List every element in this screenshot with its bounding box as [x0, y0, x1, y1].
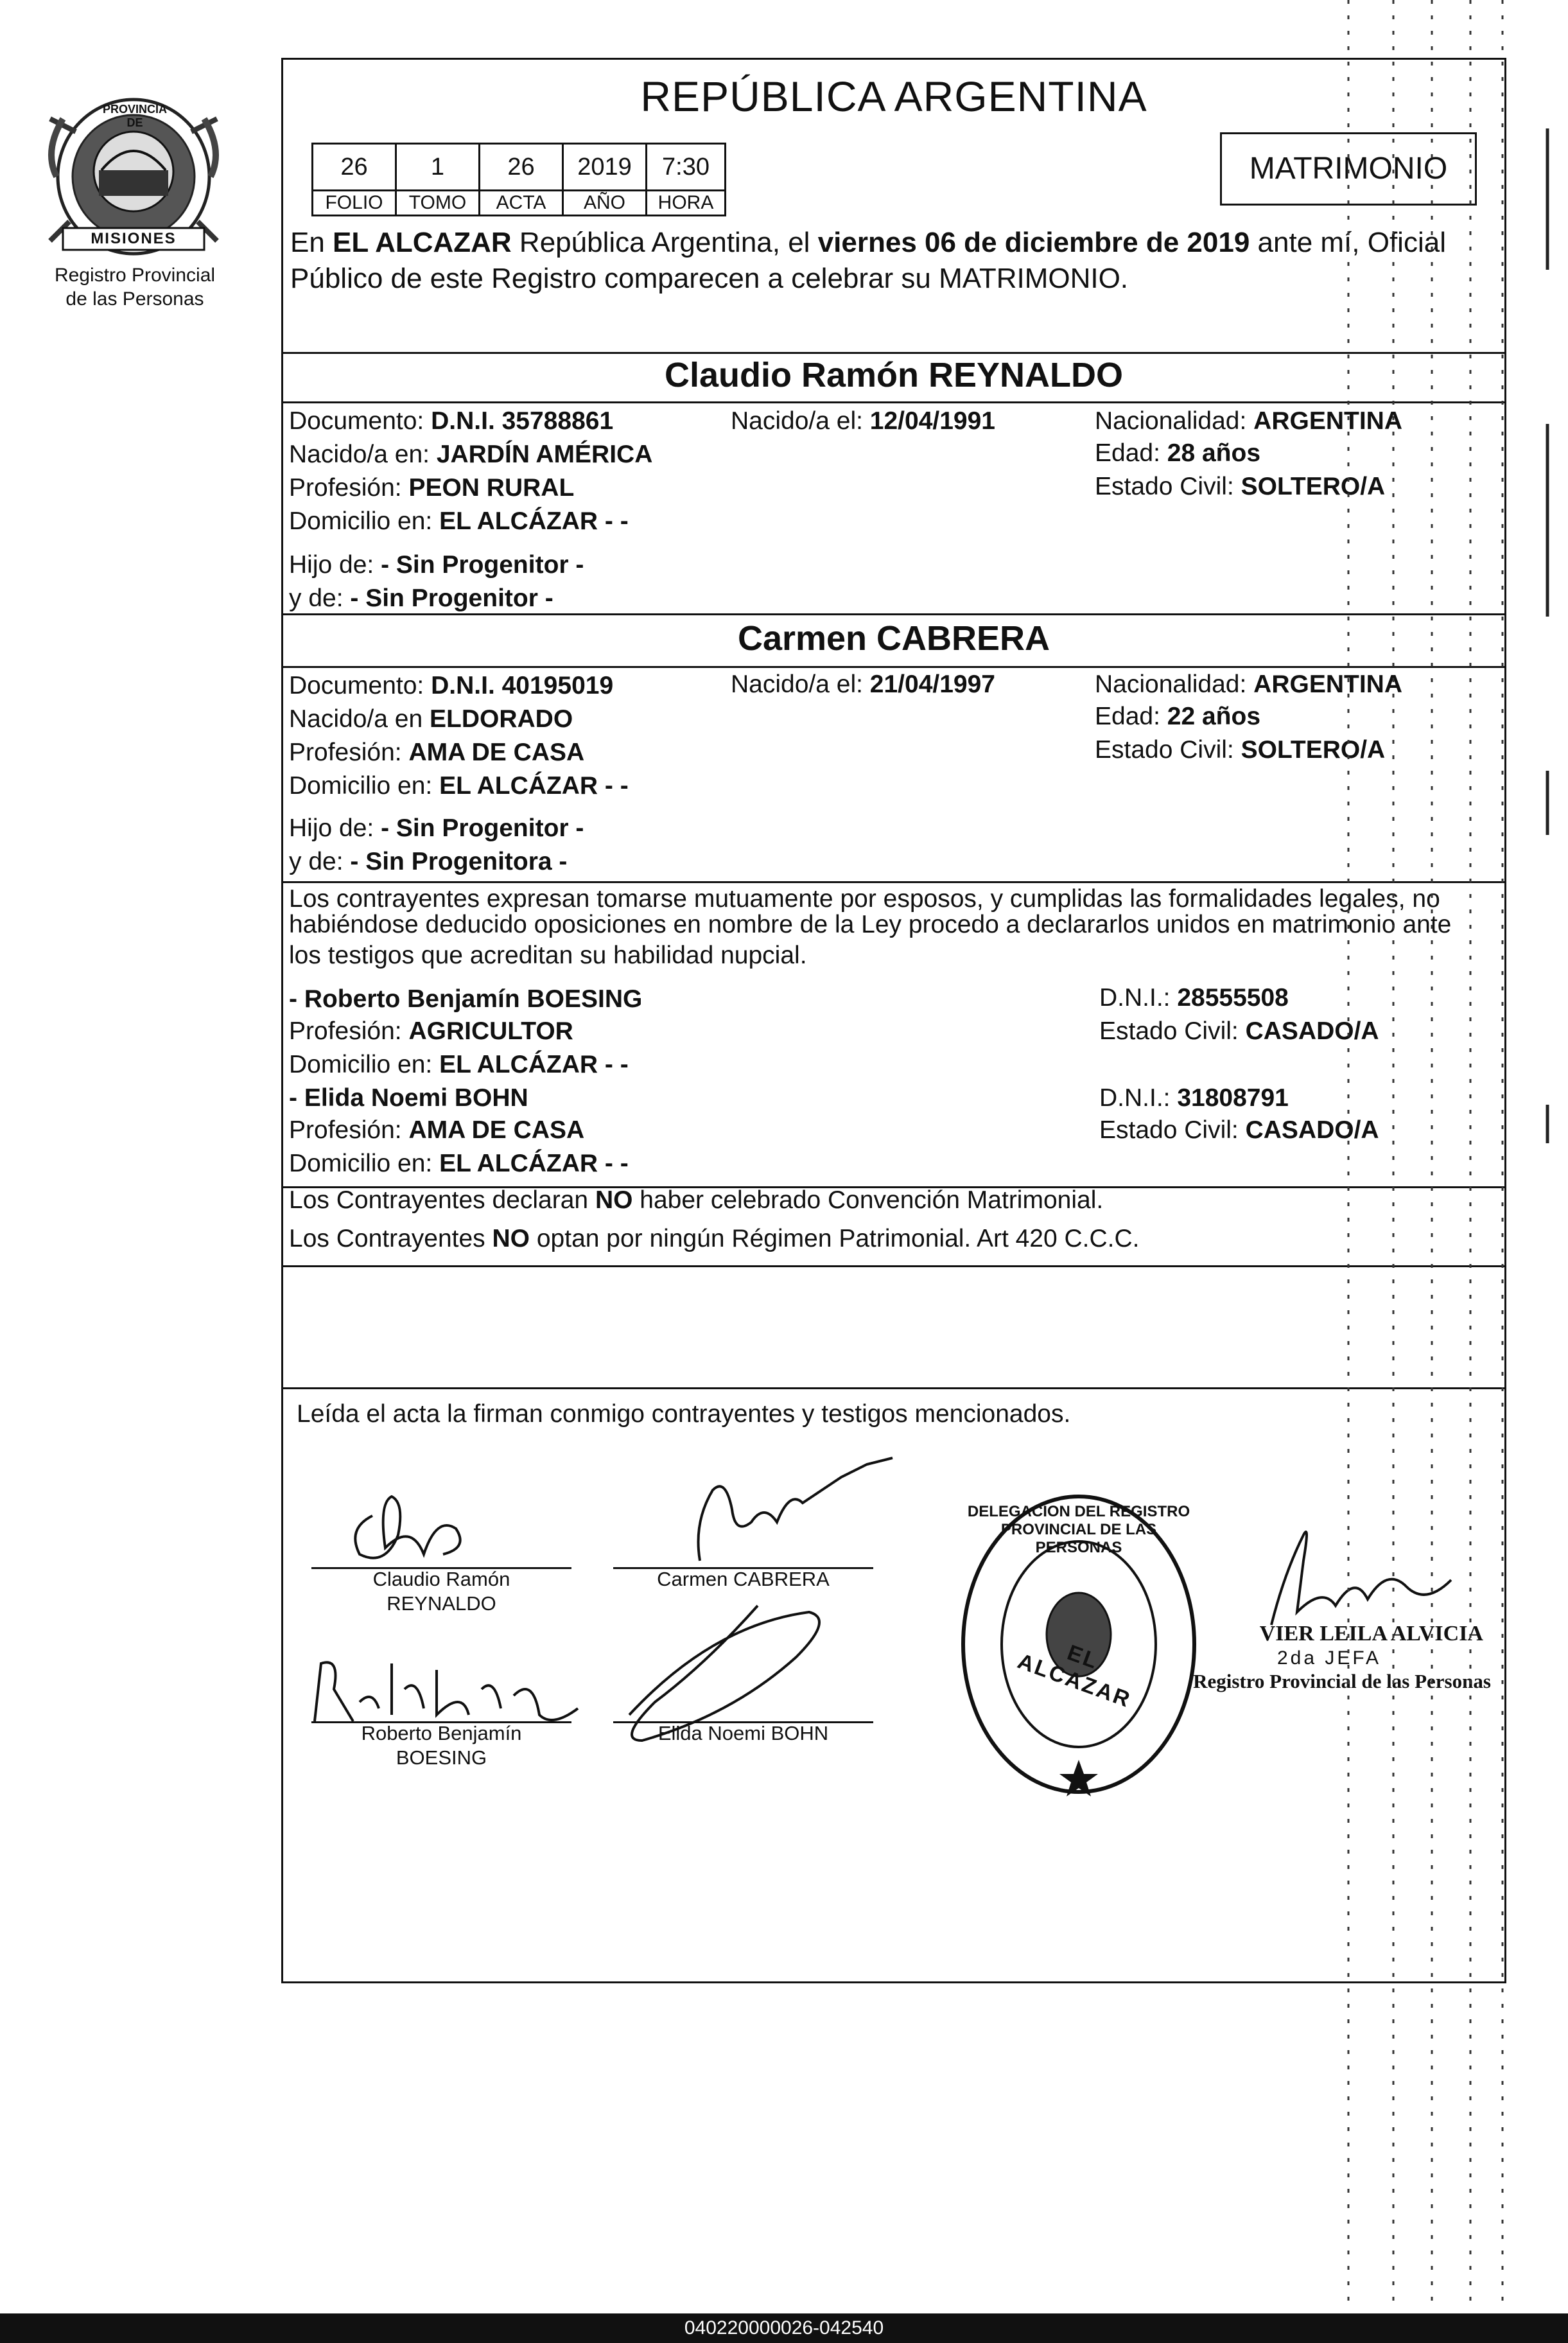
convencion-line1: Los Contrayentes declaran NO haber celebrado Convención Matrimonial. — [289, 1186, 1104, 1214]
c2-edad: Edad: 22 años — [1095, 703, 1261, 730]
signature-claudio — [334, 1477, 501, 1574]
c2-profesion: Profesión: AMA DE CASA — [289, 739, 585, 766]
convencion-line2: Los Contrayentes NO optan por ningún Régimen Patrimonial. Art 420 C.C.C. — [289, 1225, 1140, 1252]
registry-table — [311, 143, 726, 216]
c1-documento: Documento: D.N.I. 35788861 — [289, 407, 614, 435]
signature-label-carmen: Carmen CABRERA — [657, 1568, 830, 1590]
c1-hijo-de: Hijo de: - Sin Progenitor - — [289, 551, 584, 579]
c1-y-de: y de: - Sin Progenitor - — [289, 584, 553, 612]
document-title: REPÚBLICA ARGENTINA — [640, 73, 1147, 120]
declaracion-line1: Los contrayentes expresan tomarse mutuamente por esposos, y cumplidas las formalidades legales, no — [289, 885, 1440, 913]
stamp-ring-text: DELEGACION DEL REGISTRO PROVINCIAL DE LAS PERSONAS — [967, 1503, 1190, 1556]
tomo-value: 1 — [396, 144, 480, 191]
intro-p3: ante mí, Oficial — [1250, 227, 1446, 258]
testigo1-estado-civil: Estado Civil: CASADO/A — [1099, 1017, 1379, 1045]
c2-y-de: y de: - Sin Progenitora - — [289, 848, 568, 875]
c1-nacido-el: Nacido/a el: 12/04/1991 — [731, 407, 995, 435]
footer-code: 040220000026-042540 — [684, 2317, 884, 2339]
intro-p2: República Argentina, el — [511, 227, 818, 258]
act-type-box: MATRIMONIO — [1220, 132, 1477, 206]
logo-text-bottom: MISIONES — [91, 230, 177, 247]
intro-date: viernes 06 de diciembre de 2019 — [817, 227, 1250, 258]
testigo2-domicilio: Domicilio en: EL ALCÁZAR - - — [289, 1150, 629, 1177]
intro-place: EL ALCAZAR — [333, 227, 512, 258]
registry-caption-line2: de las Personas — [65, 288, 204, 310]
signature-label-claudio: Claudio Ramón REYNALDO — [372, 1568, 510, 1615]
c1-domicilio: Domicilio en: EL ALCÁZAR - - — [289, 507, 629, 535]
testigo1-dni: D.N.I.: 28555508 — [1099, 984, 1289, 1012]
stamp-center-text: EL ALCAZAR — [1014, 1640, 1135, 1713]
testigo2-dni: D.N.I.: 31808791 — [1099, 1084, 1289, 1112]
anio-label: AÑO — [563, 191, 647, 216]
anio-value: 2019 — [563, 144, 647, 191]
folio-value: 26 — [313, 144, 396, 191]
intro-p1: En — [290, 227, 333, 258]
logo-text-top: PROVINCIA DE — [102, 103, 167, 129]
testigo2-name: - Elida Noemi BOHN — [289, 1084, 528, 1112]
oficial-name: VIER LEILA ALVICIA — [1259, 1622, 1483, 1645]
signature-label-elida: Elida Noemi BOHN — [658, 1722, 829, 1744]
c2-nacido-el: Nacido/a el: 21/04/1997 — [731, 671, 995, 698]
folio-label: FOLIO — [313, 191, 396, 216]
c2-documento: Documento: D.N.I. 40195019 — [289, 672, 614, 699]
registry-caption-line1: Registro Provincial — [54, 265, 216, 286]
c1-estado-civil: Estado Civil: SOLTERO/A — [1095, 473, 1386, 500]
declaracion-line2: habiéndose deducido oposiciones en nombre de la Ley procedo a declararlos unidos en matrimonio ante — [289, 911, 1452, 938]
c2-hijo-de: Hijo de: - Sin Progenitor - — [289, 814, 584, 842]
registry-caption — [26, 263, 244, 311]
hora-label: HORA — [647, 191, 726, 216]
c1-edad: Edad: 28 años — [1095, 439, 1261, 467]
c1-profesion: Profesión: PEON RURAL — [289, 474, 575, 502]
c2-nacido-en: Nacido/a en ELDORADO — [289, 705, 573, 733]
testigo1-domicilio: Domicilio en: EL ALCÁZAR - - — [289, 1051, 629, 1078]
testigo1-name: - Roberto Benjamín BOESING — [289, 985, 643, 1013]
contrayente1-name: Claudio Ramón REYNALDO — [664, 356, 1124, 394]
signature-label-roberto: Roberto Benjamín BOESING — [361, 1722, 522, 1769]
testigo2-profesion: Profesión: AMA DE CASA — [289, 1116, 585, 1144]
tomo-label: TOMO — [396, 191, 480, 216]
oficial-org: Registro Provincial de las Personas — [1193, 1670, 1491, 1692]
signature-elida — [616, 1586, 848, 1779]
c2-domicilio: Domicilio en: EL ALCÁZAR - - — [289, 772, 629, 800]
signature-carmen — [674, 1452, 918, 1574]
contrayente2-name: Carmen CABRERA — [737, 619, 1050, 658]
c1-nacido-en: Nacido/a en: JARDÍN AMÉRICA — [289, 441, 653, 468]
cierre-text: Leída el acta la firman conmigo contrayentes y testigos mencionados. — [297, 1400, 1071, 1428]
c2-nacionalidad: Nacionalidad: ARGENTINA — [1095, 671, 1403, 698]
oficial-role: 2da JEFA — [1276, 1647, 1382, 1669]
hora-value: 7:30 — [647, 144, 726, 191]
acta-label: ACTA — [480, 191, 563, 216]
testigo1-profesion: Profesión: AGRICULTOR — [289, 1017, 573, 1045]
c1-nacionalidad: Nacionalidad: ARGENTINA — [1095, 407, 1403, 435]
c2-estado-civil: Estado Civil: SOLTERO/A — [1095, 736, 1386, 764]
intro-line2: Público de este Registro comparecen a celebrar su MATRIMONIO. — [290, 263, 1129, 294]
testigo2-estado-civil: Estado Civil: CASADO/A — [1099, 1116, 1379, 1144]
declaracion-line3: los testigos que acreditan su habilidad nupcial. — [289, 942, 807, 969]
scan-artifacts — [1310, 0, 1568, 2306]
acta-value: 26 — [480, 144, 563, 191]
